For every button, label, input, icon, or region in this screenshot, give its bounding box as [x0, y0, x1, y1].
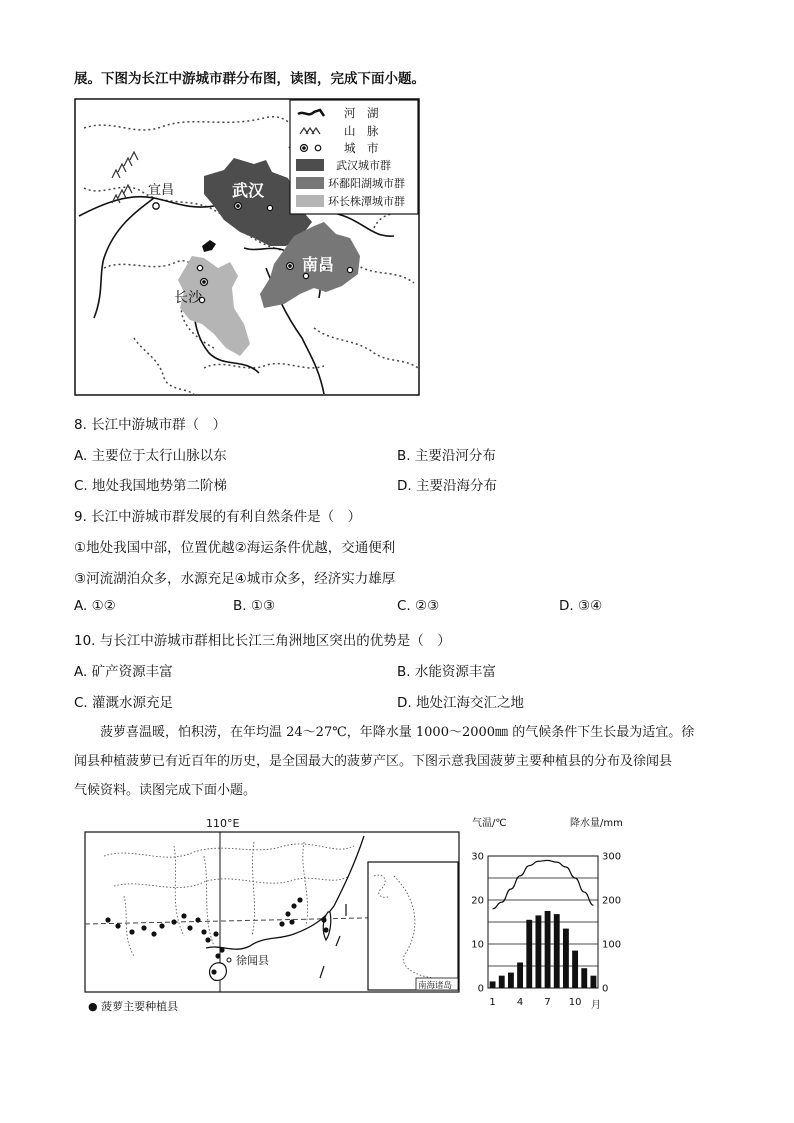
q9-stem: 9. 长江中游城市群发展的有利自然条件是（ ） [74, 509, 362, 525]
map1-legend [290, 100, 418, 214]
q9-option-a[interactable]: A. ①② [74, 598, 116, 614]
intro-text: 展。下图为长江中游城市群分布图，读图，完成下面小题。 [74, 71, 425, 87]
legend-city: 城 市 [344, 141, 379, 155]
q10-option-c[interactable]: C. 灌溉水源充足 [74, 695, 174, 711]
precipitation-bar [554, 914, 560, 988]
passage-line-1: 菠萝喜温暖，怕积涝，在年均温 24～27℃，年降水量 1000～2000㎜ 的气候条件下生长最为适宜。徐 [100, 725, 695, 740]
x-tick-label: 1 [489, 997, 496, 1008]
y-left-tick-label: 30 [471, 851, 484, 863]
precipitation-bar [508, 973, 514, 988]
y-left-axis-label: 气温/℃ [472, 818, 507, 829]
y-left-tick-label: 10 [471, 939, 484, 951]
precipitation-bar [572, 951, 578, 988]
q10-option-b[interactable]: B. 水能资源丰富 [397, 664, 496, 680]
passage-line-2: 闻县种植菠萝已有近百年的历史，是全国最大的菠萝产区。下图示意我国菠萝主要种植县的分布及徐闻县 [74, 754, 673, 769]
y-right-tick-label: 0 [602, 983, 609, 995]
city-label-yichang: 宜昌 [148, 183, 175, 198]
q9-statement-1: ①地处我国中部，位置优越②海运条件优越，交通便利 [74, 540, 396, 556]
xuwen-climate-chart [466, 816, 636, 1012]
precipitation-bar [490, 981, 496, 988]
precipitation-bar [535, 915, 541, 988]
legend-wuhan-group: 武汉城市群 [336, 159, 391, 172]
temperature-curve [493, 860, 594, 908]
x-tick-label: 7 [544, 997, 551, 1008]
city-label-wuhan: 武汉 [232, 181, 265, 200]
precipitation-bar [563, 929, 569, 988]
q8-option-a[interactable]: A. 主要位于太行山脉以东 [74, 448, 227, 464]
city-label-nanchang: 南昌 [302, 255, 335, 274]
precipitation-bar [526, 920, 532, 988]
y-right-tick-label: 200 [602, 895, 622, 907]
legend-poyang-group: 环鄱阳湖城市群 [328, 177, 405, 190]
map2-legend: ● 菠萝主要种植县 [88, 1000, 179, 1013]
county-label-xuwen: 徐闻县 [236, 954, 269, 967]
q8-stem: 8. 长江中游城市群（ ） [74, 417, 227, 433]
passage-line-3: 气候资料。读图完成下面小题。 [74, 783, 257, 798]
city-label-changsha: 长沙 [174, 290, 202, 306]
y-left-tick-label: 20 [471, 895, 484, 907]
q8-option-c[interactable]: C. 地处我国地势第二阶梯 [74, 478, 228, 494]
x-tick-label: 10 [568, 997, 582, 1008]
q8-option-b[interactable]: B. 主要沿河分布 [397, 448, 496, 464]
pineapple-distribution-map [84, 816, 464, 1016]
precipitation-bar [581, 968, 587, 988]
legend-river: 河 湖 [344, 106, 379, 120]
south-china-sea-inset [368, 862, 458, 990]
q9-option-c[interactable]: C. ②③ [397, 598, 440, 614]
longitude-label: 110°E [206, 817, 240, 830]
q10-option-a[interactable]: A. 矿产资源丰富 [74, 664, 173, 680]
precipitation-bar [517, 962, 523, 988]
inset-label: 南海诸岛 [418, 981, 453, 991]
q10-stem: 10. 与长江中游城市群相比长江三角洲地区突出的优势是（ ） [74, 633, 451, 649]
precipitation-bar [545, 911, 551, 988]
passage-text [74, 718, 724, 805]
y-left-tick-label: 0 [477, 983, 484, 995]
legend-cz-group: 环长株潭城市群 [328, 195, 405, 208]
x-tick-label: 4 [516, 997, 524, 1008]
y-right-tick-label: 300 [602, 851, 622, 863]
precipitation-bar [590, 976, 596, 988]
y-right-axis-label: 降水量/mm [570, 818, 623, 829]
legend-mountain: 山 脉 [344, 124, 379, 138]
q10-option-d[interactable]: D. 地处江海交汇之地 [397, 695, 524, 711]
q9-statement-2: ③河流湖泊众多，水源充足④城市众多，经济实力雄厚 [74, 571, 396, 587]
precipitation-bar [499, 976, 505, 988]
yangtze-city-cluster-map [74, 98, 420, 396]
q9-option-b[interactable]: B. ①③ [233, 598, 276, 614]
q9-option-d[interactable]: D. ③④ [559, 598, 603, 614]
y-right-tick-label: 100 [602, 939, 622, 951]
q8-option-d[interactable]: D. 主要沿海分布 [397, 478, 497, 494]
x-axis-label: 月 [591, 1000, 601, 1011]
